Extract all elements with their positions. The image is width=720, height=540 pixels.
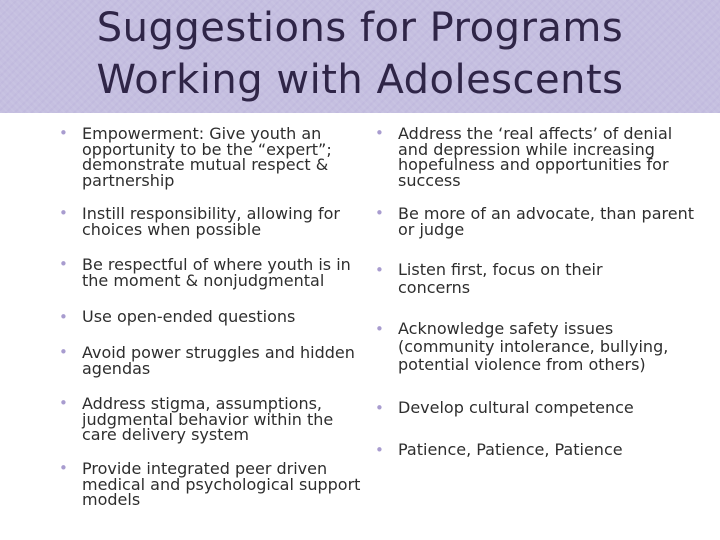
bullet-icon: • [59, 308, 68, 326]
list-item: • Patience, Patience, Patience [375, 440, 623, 459]
bullet-icon: • [59, 204, 68, 222]
list-item: • Develop cultural competence [375, 398, 634, 417]
list-item: • Empowerment: Give youth an opportunity to be the “expert”; demonstrate mutual respect & partnership [59, 124, 332, 190]
bullet-icon: • [375, 204, 384, 222]
bullet-icon: • [59, 459, 68, 477]
bullet-icon: • [375, 399, 384, 417]
bullet-icon: • [375, 441, 384, 459]
list-item: • Avoid power struggles and hidden agendas [59, 343, 355, 378]
list-item: • Address stigma, assumptions, judgmental behavior within the care delivery system [59, 394, 334, 444]
list-item: • Acknowledge safety issues (community intolerance, bullying, potential violence from others) [375, 319, 669, 374]
bullet-icon: • [375, 124, 384, 142]
bullet-icon: • [375, 320, 384, 338]
list-item: • Address the ‘real affects’ of denial and depression while increasing hopefulness and opportunities for success [375, 124, 673, 190]
bullet-icon: • [59, 343, 68, 361]
list-item: • Be respectful of where youth is in the moment & nonjudgmental [59, 255, 351, 290]
list-item: • Provide integrated peer driven medical and psychological support models [59, 459, 361, 509]
bullet-icon: • [59, 394, 68, 412]
list-item: • Instill responsibility, allowing for choices when possible [59, 204, 340, 239]
list-item: • Listen first, focus on their concerns [375, 260, 603, 297]
slide-title [0, 2, 720, 106]
slide-title-line-2: Working with Adolescents [96, 57, 624, 103]
bullet-icon: • [59, 255, 68, 273]
list-item: • Be more of an advocate, than parent or judge [375, 204, 694, 239]
slide-title-line-1: Suggestions for Programs [96, 5, 624, 51]
bullet-icon: • [375, 261, 384, 279]
bullet-icon: • [59, 124, 68, 142]
list-item: • Use open-ended questions [59, 307, 296, 326]
